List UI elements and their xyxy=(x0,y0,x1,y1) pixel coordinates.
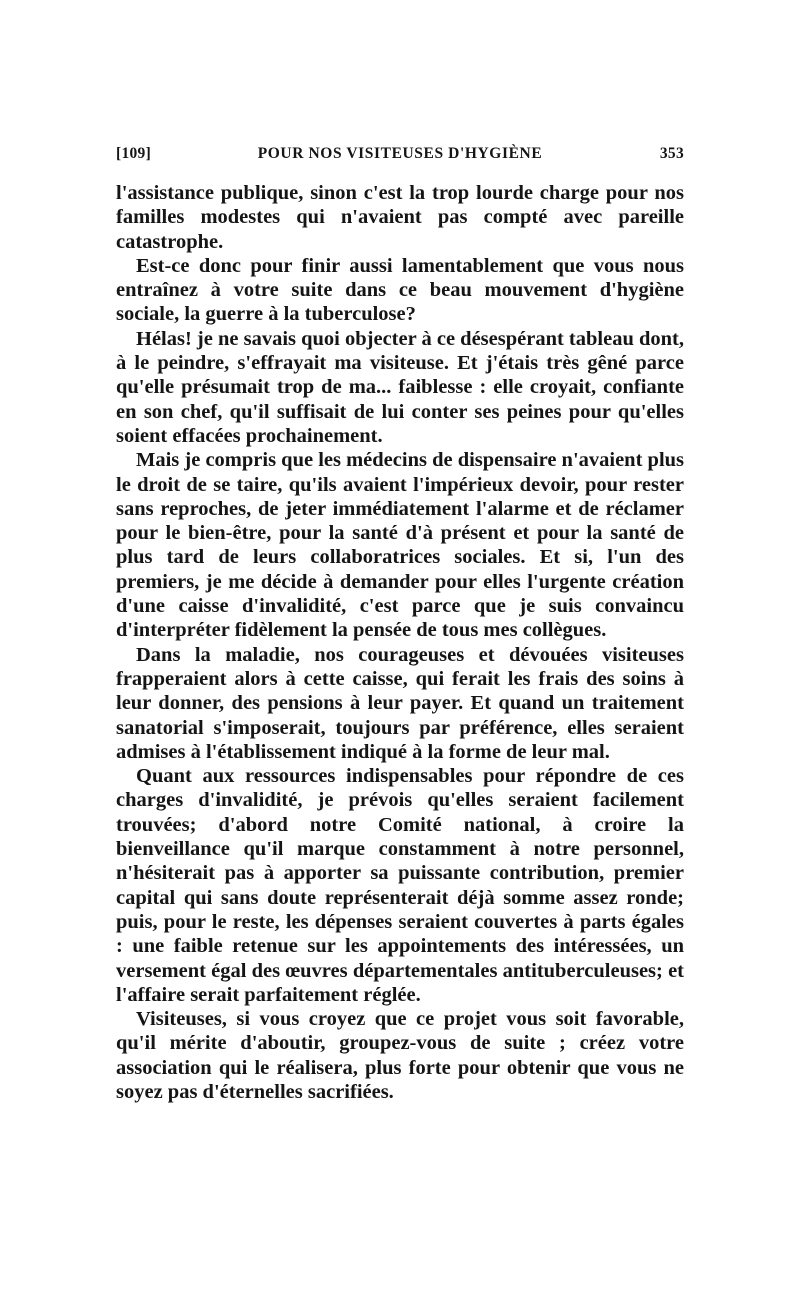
paragraph: Visiteuses, si vous croyez que ce projet vous soit favorable, qu'il mérite d'aboutir, groupez-vous de suite ; créez votre association qui le réalisera, plus forte pour obtenir que vous ne soyez pas d'éternelles sacrifiées. xyxy=(116,1008,684,1103)
running-title: POUR NOS VISITEUSES D'HYGIÈNE xyxy=(257,145,543,162)
body-text xyxy=(116,181,684,1104)
paragraph: Dans la maladie, nos courageuses et dévouées visiteuses frapperaient alors à cette caisse, qui ferait les frais des soins à leur donner, des pensions à leur payer. Et quand un traitement sanatorial s'imposerait, toujours par préférence, elles seraient admises à l'établissement indiqué à la forme de leur mal. xyxy=(116,643,684,763)
paragraph: Mais je compris que les médecins de dispensaire n'avaient plus le droit de se taire, qu'ils avaient l'impérieux devoir, pour rester sans reproches, de jeter immédiatement l'alarme et de réclamer pour le bien-être, pour la santé d'à présent et pour la santé de plus tard de leurs collaboratrices sociales. Et si, l'un des premiers, je me décide à demander pour elles l'urgente création d'une caisse d'invalidité, c'est parce que je suis convaincu d'interpréter fidèlement la pensée de tous mes collègues. xyxy=(116,449,685,642)
paragraph: Est-ce donc pour finir aussi lamentablement que vous nous entraînez à votre suite dans ce beau mouvement d'hygiène sociale, la guerre à la tuberculose? xyxy=(116,254,684,326)
paragraph-continuation: l'assistance publique, sinon c'est la trop lourde charge pour nos familles modestes qui n'avaient pas compté avec pareille catastrophe. xyxy=(116,182,684,253)
page-number: 353 xyxy=(659,145,684,162)
section-reference: [109] xyxy=(116,145,152,162)
running-header xyxy=(116,145,684,169)
paragraph: Hélas! je ne savais quoi objecter à ce désespérant tableau dont, à le peindre, s'effrayait ma visiteuse. Et j'étais très gêné parce qu'elle présumait trop de ma... faiblesse : elle croyait, confiante en son chef, qu'il suffisait de lui conter ses peines pour qu'elles soient effacées prochainement. xyxy=(116,327,684,447)
paragraph: Quant aux ressources indispensables pour répondre de ces charges d'invalidité, je prévois qu'elles seraient facilement trouvées; d'abord notre Comité national, à croire la bienveillance qu'il marque constamment à notre personnel, n'hésiterait pas à apporter sa puissante contribution, premier capital qui sans doute représenterait déjà somme assez ronde; puis, pour le reste, les dépenses seraient couvertes à parts égales : une faible retenue sur les appointements des intéressées, un versement égal des œuvres départementales antituberculeuses; et l'affaire serait parfaitement réglée. xyxy=(116,765,684,1006)
